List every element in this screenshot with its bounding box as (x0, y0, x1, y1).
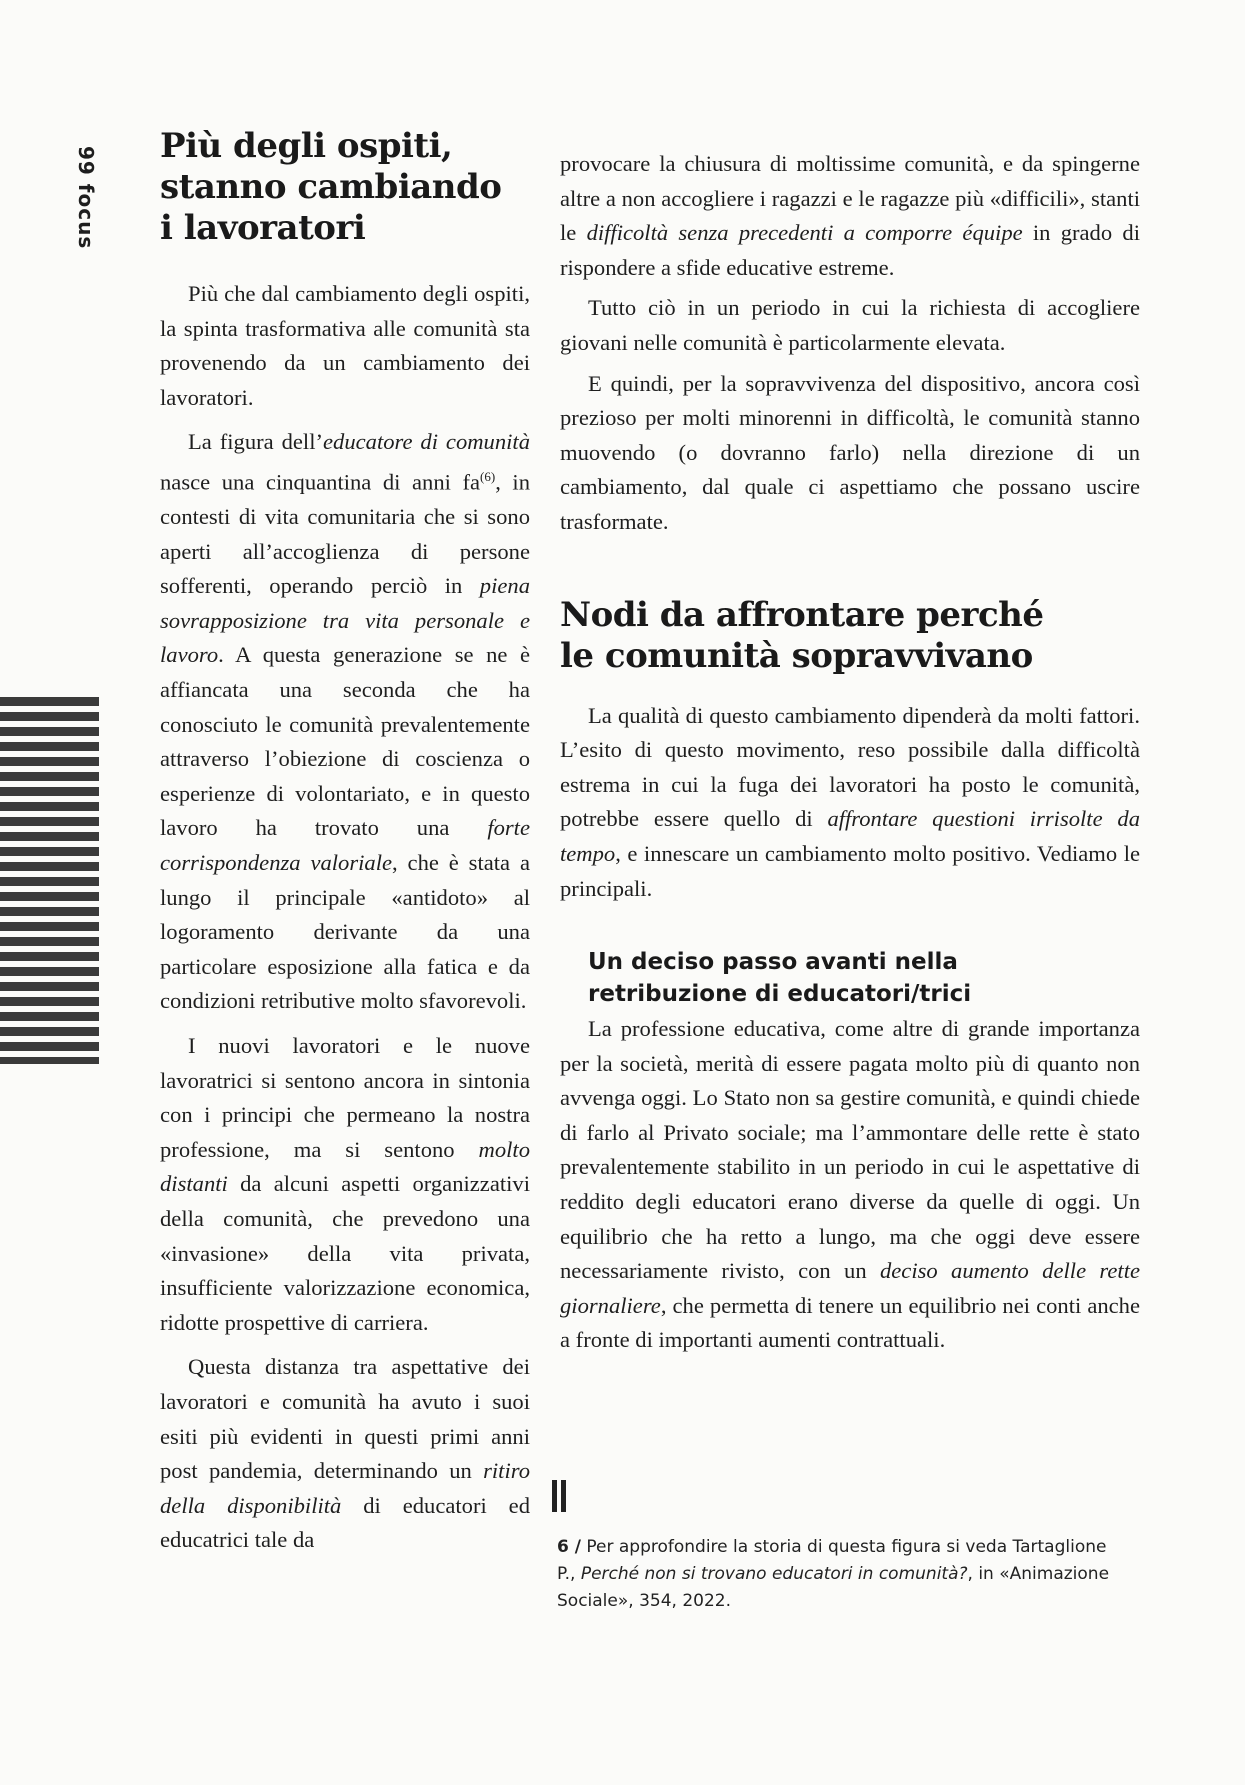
left-column (160, 126, 530, 1558)
paragraph: E quindi, per la sopravvivenza del dispositivo, ancora così prezioso per molti minorenni in difficoltà, le comunità stanno muovendo (o dovranno farlo) nella direzione di un cambiamento, dal quale ci aspettiamo che possano uscire trasformate. (560, 370, 1140, 534)
italic-text: molto distanti (160, 1136, 530, 1197)
text-run: , in contesti di vita comunitaria che si sono aperti all’accoglienza di persone sofferenti, operando perciò in (160, 469, 531, 599)
text-run: La professione educativa, come altre di grande importanza per la società, merità di essere pagata molto più di quanto non avvenga oggi. Lo Stato non sa gestire comunità, e quindi chiede di farlo al Privato sociale; ma l’ammontare delle rette è stato prevalentemente stabilito in un periodo in cui le aspettative di reddito degli educatori erano diverse da quelle di oggi. Un equilibrio che ha retto a lungo, ma che oggi deve essere necessariamente rivisto, con un (560, 1016, 1140, 1284)
italic-text: difficoltà senza precedenti a comporre équipe (586, 220, 1023, 246)
text-run: , in «Animazione Sociale», 354, 2022. (557, 1564, 1110, 1611)
text-run: , che permetta di tenere un equilibrio nei conti anche a fronte di importanti aumenti contrattuali. (560, 1292, 1140, 1353)
footnote-ref: (6) (480, 468, 496, 484)
paragraph (560, 147, 1140, 285)
folio-text: 99 focus (74, 146, 98, 250)
heading-line: Più degli ospiti, (160, 126, 453, 166)
text-run: nasce una cinquantina di anni fa (160, 469, 481, 495)
heading-line: Nodi da affrontare perché (560, 594, 1044, 635)
italic-text: Perché non si trovano educatori in comunità? (580, 1564, 968, 1584)
italic-text: ritiro della disponibilità (160, 1458, 530, 1518)
text-run: Questa distanza tra aspettative dei lavoratori e comunità ha avuto i suoi esiti più evidenti in questi primi anni post pandemia, determinando un (160, 1354, 530, 1484)
italic-text: deciso aumento delle rette giornaliere (560, 1258, 1140, 1318)
text-run: La figura dell’ (188, 429, 324, 455)
text-run: provocare la chiusura di moltissime comunità, e da spingerne altre a non accogliere i ragazzi e le ragazze più «difficili», stanti le (560, 151, 1140, 246)
text-run: da alcuni aspetti organizzativi della comunità, che prevedono una «invasione» della vita privata, insufficiente valorizzazione economica, ridotte prospettive di carriera. (160, 1171, 530, 1335)
text-run: , che è stata a lungo il principale «antidoto» al logoramento derivante da una particolare esposizione alla fatica e da condizioni retributive molto sfavorevoli. (160, 850, 530, 1014)
text-run: . A questa generazione se ne è affiancata una seconda che ha conosciuto le comunità prevalentemente attraverso l’obiezione di coscienza o esperienze di volontariato, e in questo lavoro ha trovato una (160, 642, 530, 841)
subheading-line: Un deciso passo avanti nella (588, 949, 958, 976)
paragraph (160, 1029, 530, 1340)
paragraph (160, 425, 530, 1019)
page-folio (74, 146, 118, 266)
heading-line: i lavoratori (160, 208, 366, 248)
text-run: , e innescare un cambiamento molto positivo. Vediamo le principali. (560, 840, 1140, 901)
italic-text: educatore di comunità (323, 429, 531, 455)
section-heading-lavoratori (160, 126, 530, 249)
paragraph (560, 1012, 1140, 1358)
decorative-stripes (0, 697, 99, 1064)
footnote (557, 1534, 1117, 1615)
section-heading-nodi (560, 595, 1140, 677)
heading-line: le comunità sopravvivano (560, 635, 1033, 676)
paragraph (160, 1350, 530, 1558)
paragraph: Più che dal cambiamento degli ospiti, la spinta trasformativa alle comunità sta provenendo da un cambiamento dei lavoratori. (160, 281, 530, 410)
italic-text: forte corrispondenza valoriale (160, 815, 530, 876)
right-column (560, 147, 1140, 1358)
italic-text: affrontare questioni irrisolte da tempo (560, 806, 1140, 866)
italic-text: piena sovrapposizione tra vita personale e lavoro (160, 573, 530, 668)
heading-line: stanno cambiando (160, 167, 502, 207)
paragraph (560, 699, 1140, 907)
text-run: in grado di rispondere a sfide educative estreme. (560, 220, 1140, 280)
subheading-line: retribuzione di educatori/trici (588, 981, 972, 1008)
text-run: Per approfondire la storia di questa figura si veda Tartaglione P., (557, 1537, 1107, 1584)
text-run: La qualità di questo cambiamento dipenderà da molti fattori. L’esito di questo movimento, reso possibile dalla difficoltà estrema in cui la fuga dei lavoratori ha posto le comunità, potrebbe essere quello di (560, 702, 1140, 832)
subheading-retribuzione (588, 946, 1140, 1010)
footnote-number: 6 / (557, 1537, 581, 1557)
text-run: di educatori ed educatrici tale da (160, 1492, 530, 1553)
text-run: I nuovi lavoratori e le nuove lavoratrici si sentono ancora in sintonia con i principi che permeano la nostra professione, ma si sentono (160, 1033, 530, 1162)
footnote-separator (552, 1480, 566, 1512)
paragraph: Tutto ciò in un periodo in cui la richiesta di accogliere giovani nelle comunità è particolarmente elevata. (560, 295, 1140, 355)
